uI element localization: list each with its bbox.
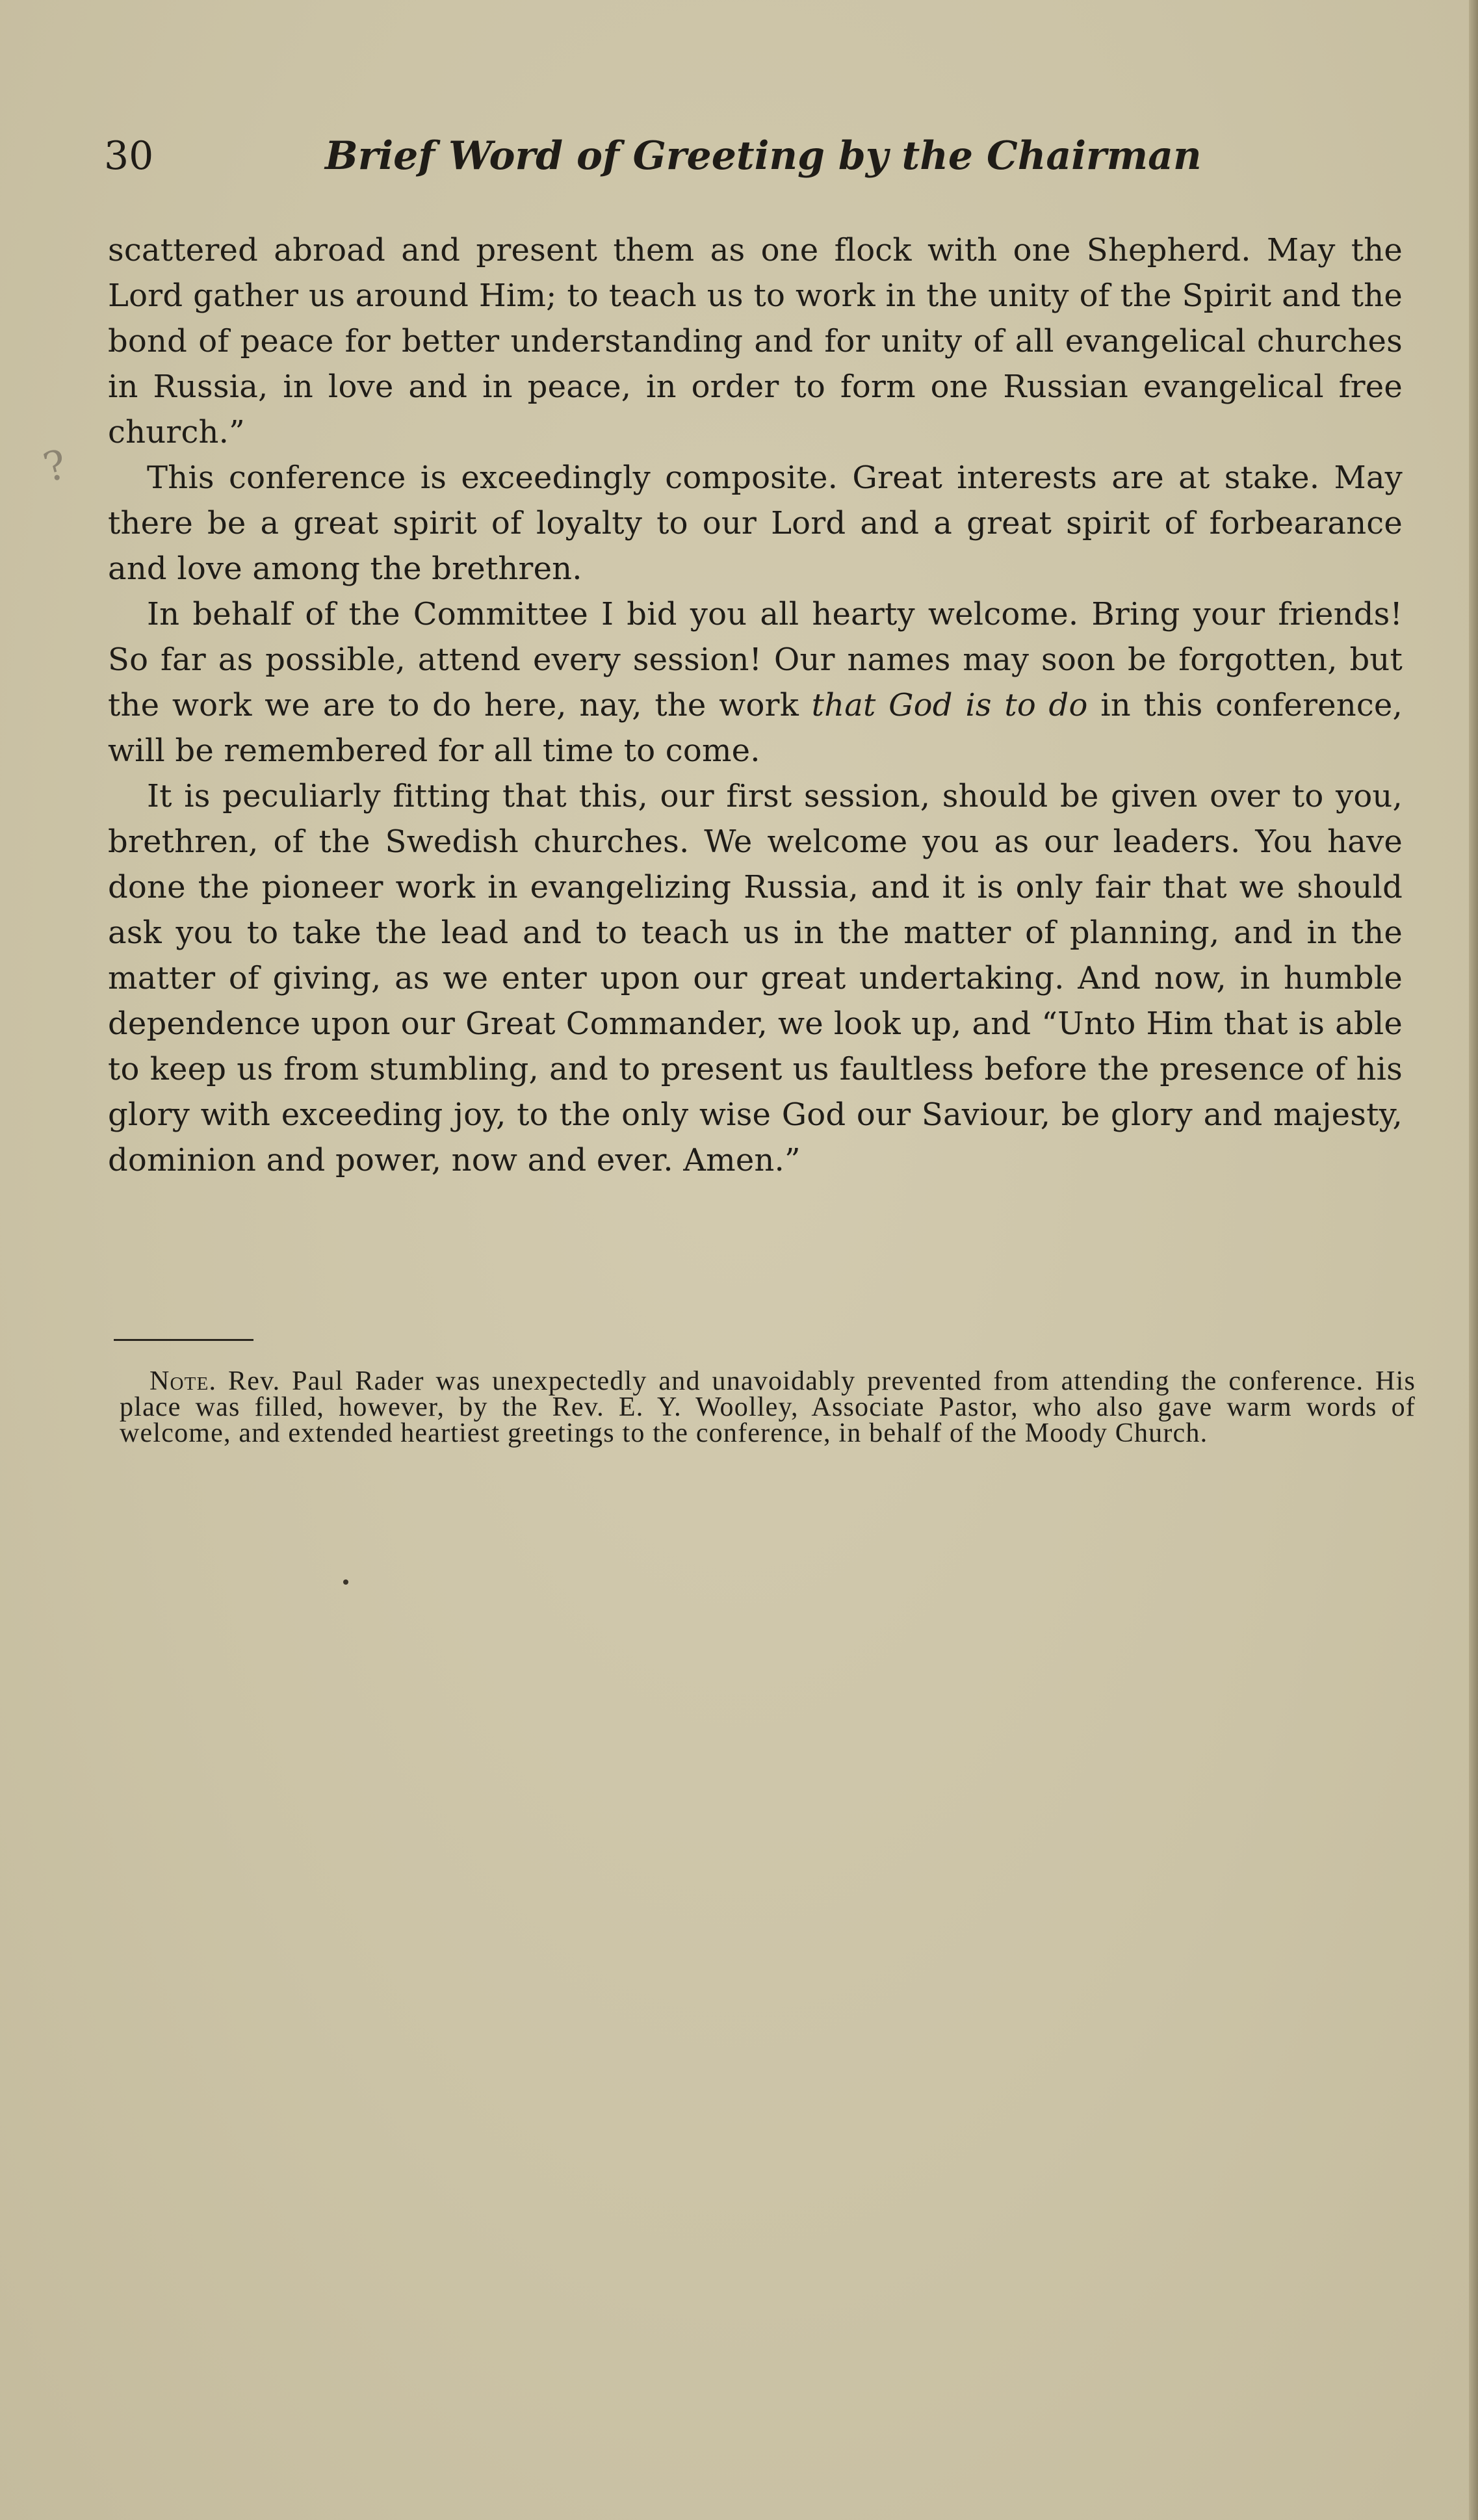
running-title: Brief Word of Greeting by the Chairman (325, 133, 1202, 179)
footnote-text: Rev. Paul Rader was unexpectedly and unavoidably prevented from attending the conference. His place was filled, however, by the Rev. E. Y. Woolley, Associate Pastor, who also gave warm words of welcome, and extended heartiest greetings to the conference, in behalf of the Moody Church. (120, 1366, 1416, 1448)
paragraph-3-text-b: in this conference, will be remembered for all time to come. (108, 687, 1403, 769)
footnote (120, 1368, 1416, 1446)
page-header (104, 130, 1397, 182)
paragraph-2: This conference is exceedingly composite. Great interests are at stake. May there be a great spirit of loyalty to our Lord and a great spirit of forbearance and love among the brethren. (108, 460, 1403, 587)
paragraph-4: It is peculiarly fitting that this, our first session, should be given over to you, brethren, of the Swedish churches. We welcome you as our leaders. You have done the pioneer work in evangelizing Russia, and it is only fair that we should ask you to take the lead and to teach us in the matter of planning, and in the matter of giving, as we enter upon our great undertaking. And now, in humble dependence upon our Great Commander, we look up, and “Unto Him that is able to keep us from stumbling, and to present us faultless before the presence of his glory with exceeding joy, to the only wise God our Saviour, be glory and majesty, dominion and power, now and ever. Amen.” (108, 778, 1403, 1178)
paragraph-3-italic: that God is to do (811, 687, 1088, 723)
body-text (108, 227, 1403, 1183)
page-edge-shadow (1469, 0, 1478, 2520)
footnote-label: Note. (149, 1366, 217, 1396)
footnote-rule (114, 1339, 253, 1341)
paragraph-3 (108, 591, 1403, 773)
margin-pencil-mark: ? (38, 439, 72, 492)
ink-speck (343, 1579, 348, 1585)
page-number: 30 (104, 133, 154, 179)
paragraph-1: scattered abroad and present them as one flock with one Shepherd. May the Lord gather us around Him; to teach us to work in the unity of the Spirit and the bond of peace for better understanding and for unity of all evangelical churches in Russia, in love and in peace, in order to form one Russian evangelical free church.” (108, 232, 1403, 450)
paragraph-3-text-a: In behalf of the Committee I bid you all hearty welcome. Bring your friends! So far as possible, attend every session! Our names may soon be forgotten, but the work we are to do here, nay, the work (108, 596, 1403, 723)
